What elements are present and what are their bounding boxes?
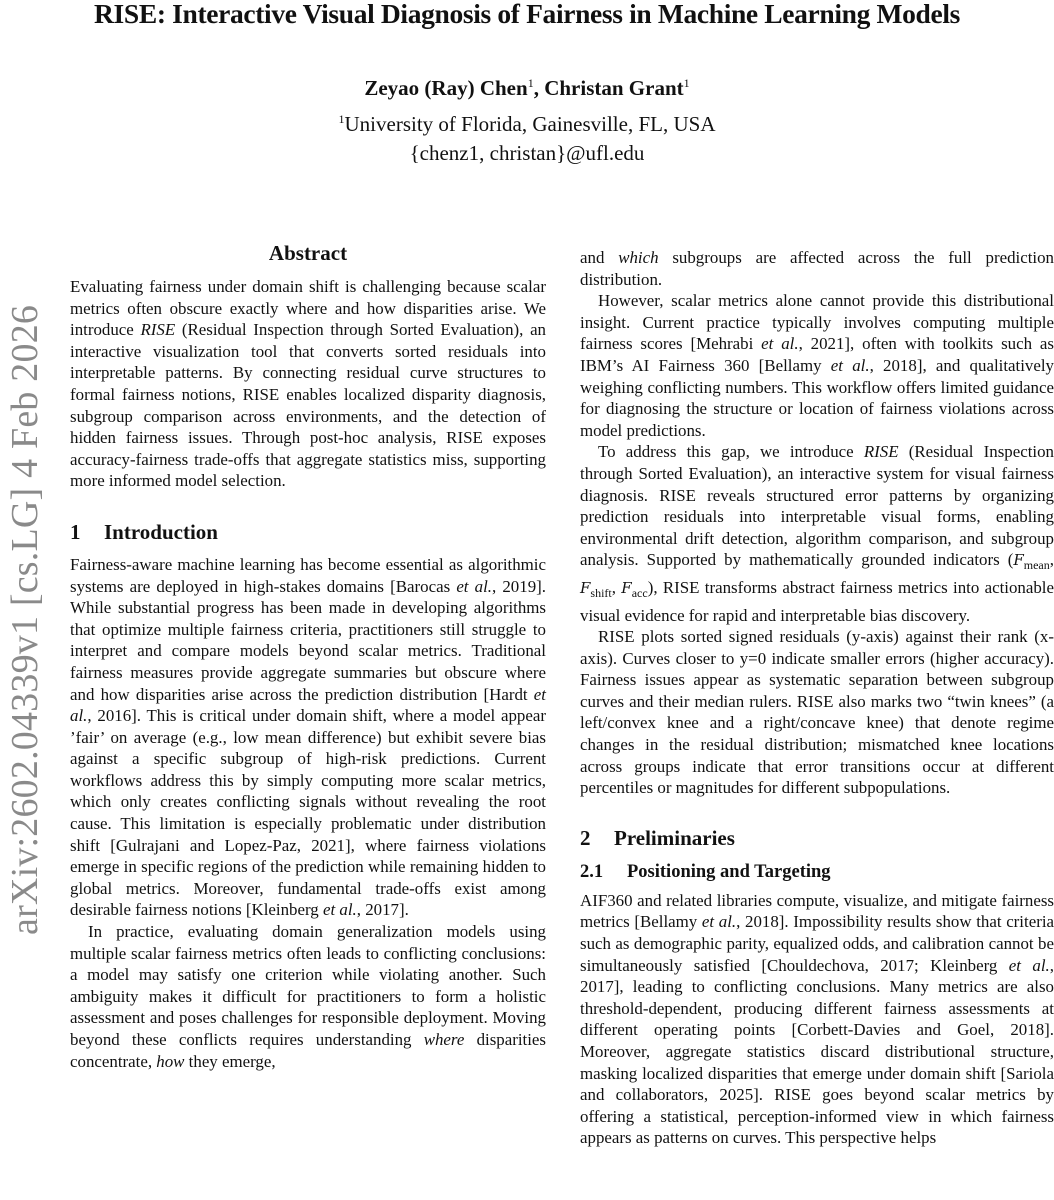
intro-paragraph-3 bbox=[580, 290, 1054, 441]
affiliation bbox=[0, 106, 1054, 137]
math-symbol: F bbox=[1013, 551, 1024, 570]
left-column bbox=[70, 240, 546, 1072]
affiliation-mark: 1 bbox=[683, 76, 690, 90]
abstract-text: Evaluating fairness under domain shift is challenging because scalar metrics often obscure exactly where and how disparities arise. We introduce bbox=[70, 277, 546, 340]
text: , 2018], and qualitatively weighing conflicting numbers. This workflow offers limited guidance for diagnosing the structure or location of fairness violations across model predictions. bbox=[580, 355, 1054, 440]
math-f-mean bbox=[1013, 551, 1050, 573]
paper-title: RISE: Interactive Visual Diagnosis of Fairness in Machine Learning Models bbox=[94, 0, 960, 29]
text: (Residual Inspection through Sorted Evaluation), an interactive system for visual fairness diagnosis. RISE reveals structured error patterns by organizing prediction residuals into interpretable visual forms, enabling environmental drift detection, algorithm comparison, and subgroup analysis. Supported by mathematically grounded indicators ( bbox=[580, 442, 1054, 570]
prelim-paragraph-1 bbox=[580, 890, 1054, 1149]
text: they emerge, bbox=[184, 1051, 276, 1071]
text: and bbox=[580, 248, 619, 267]
citation-etal: et al. bbox=[761, 334, 799, 354]
author-name: Christan Grant bbox=[544, 76, 684, 100]
emph: where bbox=[423, 1030, 465, 1049]
author-name: Zeyao (Ray) Chen bbox=[364, 76, 528, 100]
abstract-text: (Residual Inspection through Sorted Evaluation), an interactive visualization tool that converts sorted residuals into interpretable patterns. By connecting residual curve structures to formal fairness notions, RISE enables localized disparity diagnosis, subgroup comparison across environments, and the detection of hidden fairness issues. Through post-hoc analysis, RISE exposes accuracy-fairness trade-offs that aggregate statistics miss, supporting more informed model selection. bbox=[70, 320, 547, 491]
abstract-rise-emph: RISE bbox=[140, 320, 176, 340]
emph: which bbox=[618, 248, 659, 267]
author-email: {chenz1, christan}@ufl.edu bbox=[409, 141, 645, 165]
citation-etal: et al. bbox=[322, 900, 357, 920]
affiliation-text: University of Florida, Gainesville, FL, USA bbox=[344, 112, 716, 136]
arxiv-stamp: arXiv:2602.04339v1 [cs.LG] 4 Feb 2026 bbox=[4, 304, 46, 935]
author-separator: , bbox=[533, 76, 545, 100]
section-number: 1 bbox=[70, 519, 81, 544]
text: , 2019]. While substantial progress has been made in developing algorithms that optimize multiple fairness criteria, practitioners still struggle to interpret and compare models beyond scalar metrics. Traditional fairness measures provide aggregate summaries but obscure where and how disparities arise across the prediction distribution [Hardt bbox=[70, 576, 546, 704]
abstract-body bbox=[70, 276, 546, 492]
section-heading-introduction bbox=[70, 519, 546, 545]
section-title: Preliminaries bbox=[614, 825, 735, 850]
text: subgroups are affected across the full prediction distribution. bbox=[580, 248, 1054, 289]
text: , 2016]. This is critical under domain shift, where a model appear ’fair’ on average (e.g., low mean difference) but exhibit severe bias against a specific subgroup of high-risk predictions. Current workflows address this by simply computing more scalar metrics, which only creates conflicting signals without revealing the root cause. This limitation is especially problematic under distribution shift [Gulrajani and Lopez-Paz, 2021], where fairness violations emerge in specific regions of the prediction while remaining hidden to global metrics. Moreover, fundamental trade-offs exist among desirable fairness notions [Kleinberg bbox=[70, 706, 546, 920]
citation-etal: et al. bbox=[456, 576, 492, 596]
right-column bbox=[580, 247, 1054, 1149]
math-subscript: shift bbox=[590, 585, 612, 600]
abstract-heading: Abstract bbox=[268, 241, 348, 265]
text: AIF360 and related libraries compute, visualize, and mitigate fairness metrics [Bellamy bbox=[580, 890, 1054, 932]
text: , 2017], leading to conflicting conclusions. Many metrics are also threshold-dependent, producing different fairness assessments at different operating points [Corbett-Davies and Goel, 2018]. Moreover, aggregate statistics discard distributional structure, masking localized disparities that emerge under domain shift [Sariola and collaborators, 2025]. RISE goes beyond scalar metrics by offering a statistical, perception-informed view in which fairness appears as patterns on curves. This perspective helps bbox=[580, 955, 1054, 1148]
intro-paragraph-4: To address this gap, we introduce RISE (Residual Inspection through Sorted Evaluation), an interactive system for visual fairness diagnosis. RISE reveals structured error patterns by organizing prediction residuals into interpretable visual forms, enabling environmental drift detection, algorithm comparison, and subgroup analysis. Supported by mathematically grounded indicators ($F_{mean}$, $F_{shift}$, $F_{acc}$), RISE transforms abstract fairness metrics into actionable visual evidence for rapid and interpretable bias discovery. bbox=[580, 442, 1054, 625]
text: , 2021], often with toolkits such as IBM’s AI Fairness 360 [Bellamy bbox=[580, 334, 1054, 375]
math-symbol: F bbox=[621, 578, 632, 597]
intro-paragraph-1 bbox=[70, 554, 546, 921]
text: , 2018]. Impossibility results show that criteria such as demographic parity, equalized odds, and calibration cannot be simultaneously satisfied [Chouldechova, 2017; Kleinberg bbox=[580, 912, 1054, 975]
text: disparities concentrate, bbox=[70, 1030, 547, 1071]
citation-etal: et al. bbox=[830, 355, 870, 375]
math-symbol: F bbox=[580, 578, 591, 597]
text: However, scalar metrics alone cannot provide this distributional insight. Current practice typically involves computing multiple fairness scores [Mehrabi bbox=[580, 291, 1054, 354]
math-f-acc bbox=[621, 578, 648, 600]
text: To address this gap, we introduce bbox=[598, 442, 864, 462]
citation-etal: et al. bbox=[701, 912, 737, 932]
math-f-shift bbox=[580, 578, 612, 600]
intro-paragraph-5: RISE plots sorted signed residuals (y-axis) against their rank (x-axis). Curves closer to y=0 indicate smaller errors (higher accuracy). Fairness issues appear as systematic separation between subgroup curves and their median rulers. RISE also marks two “twin knees” (a left/convex knee and a right/concave knee) that denote regime changes in the residual distribution; mismatched knee locations across groups indicate that error transitions occur at different percentiles or magnitudes for different subpopulations. bbox=[580, 627, 1054, 798]
section-heading-preliminaries bbox=[580, 825, 1054, 851]
emph: how bbox=[156, 1051, 185, 1071]
text: , 2017]. bbox=[356, 900, 409, 920]
section-title: Introduction bbox=[104, 519, 218, 544]
affiliation-mark: 1 bbox=[338, 112, 345, 126]
subsection-heading-positioning bbox=[580, 860, 1054, 884]
math-subscript: acc bbox=[631, 585, 648, 600]
subsection-number: 2.1 bbox=[580, 861, 604, 882]
affiliation-mark: 1 bbox=[527, 76, 534, 90]
section-number: 2 bbox=[580, 825, 591, 850]
emph: RISE bbox=[863, 442, 899, 462]
author-list bbox=[0, 70, 1054, 101]
subsection-title: Positioning and Targeting bbox=[627, 861, 831, 882]
text: ), RISE transforms abstract fairness metrics into actionable visual evidence for rapid and interpretable bias discovery. bbox=[580, 577, 1054, 625]
math-subscript: mean bbox=[1023, 558, 1050, 573]
text: Fairness-aware machine learning has become essential as algorithmic systems are deployed in high-stakes domains [Barocas bbox=[70, 554, 546, 596]
intro-paragraph-2-continued bbox=[580, 247, 1054, 290]
intro-paragraph-2 bbox=[70, 921, 546, 1072]
citation-etal: et al. bbox=[1008, 955, 1050, 975]
citation-etal: et al. bbox=[70, 684, 546, 726]
text: In practice, evaluating domain generalization models using multiple scalar fairness metrics often leads to conflicting conclusions: a model may satisfy one criterion while violating another. Such ambiguity makes it difficult for practitioners to form a holistic assessment and poses challenges for responsible deployment. Moving beyond these conflicts requires understanding bbox=[70, 922, 546, 1049]
